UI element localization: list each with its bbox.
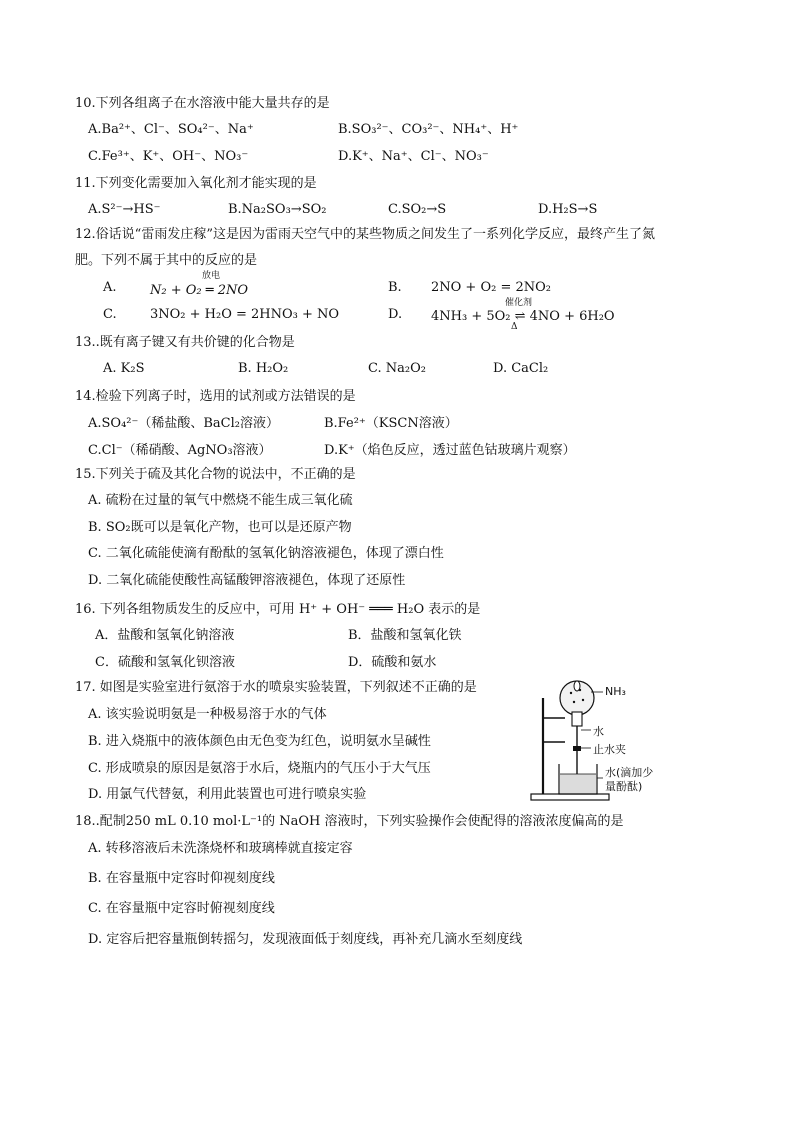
q11-option-a: A.S²⁻→HS⁻ — [88, 202, 161, 217]
q12-option-d-catalyst: 催化剂 — [505, 298, 533, 308]
q10-option-c: C.Fe³⁺、K⁺、OH⁻、NO₃⁻ — [88, 149, 249, 164]
q13-option-c: C. Na₂O₂ — [368, 361, 426, 376]
q11-option-b: B.Na₂SO₃→SO₂ — [228, 202, 327, 217]
q15-option-d: D. 二氧化硫能使酸性高锰酸钾溶液褪色，体现了还原性 — [88, 573, 406, 588]
water-label: 水 — [593, 725, 604, 738]
q17-option-d: D. 用氯气代替氨，利用此装置也可进行喷泉实验 — [88, 787, 367, 802]
clamp-label: 止水夹 — [593, 743, 626, 756]
q12-option-d-heat: Δ — [511, 322, 518, 332]
q17-stem: 17. 如图是实验室进行氨溶于水的喷泉实验装置，下列叙述不正确的是 — [75, 680, 477, 695]
q13-option-d: D. CaCl₂ — [493, 361, 549, 376]
q15-option-a: A. 硫粉在过量的氧气中燃烧不能生成三氧化硫 — [88, 493, 353, 508]
q18-option-d: D. 定容后把容量瓶倒转摇匀，发现液面低于刻度线，再补充几滴水至刻度线 — [88, 932, 523, 947]
q13-option-b: B. H₂O₂ — [238, 361, 289, 376]
q18-option-c: C. 在容量瓶中定容时俯视刻度线 — [88, 901, 275, 916]
q17-option-b: B. 进入烧瓶中的液体颜色由无色变为红色，说明氨水呈碱性 — [88, 734, 431, 749]
q13-option-a: A. K₂S — [103, 361, 145, 376]
q15-option-c: C. 二氧化硫能使滴有酚酞的氢氧化钠溶液褪色，体现了漂白性 — [88, 546, 444, 561]
q12-option-a-condition: 放电 — [202, 271, 221, 281]
q17-option-c: C. 形成喷泉的原因是氨溶于水后，烧瓶内的气压小于大气压 — [88, 761, 431, 776]
q18-option-b: B. 在容量瓶中定容时仰视刻度线 — [88, 871, 275, 886]
q12-option-c-label: C. — [103, 307, 117, 322]
q17-option-a: A. 该实验说明氨是一种极易溶于水的气体 — [88, 707, 327, 722]
q16-stem: 16. 下列各组物质发生的反应中，可用 H⁺ + OH⁻ ═══ H₂O 表示的是 — [75, 602, 481, 617]
q12-option-d-equation: 4NH₃ + 5O₂ ⇌ 4NO + 6H₂O — [431, 309, 615, 324]
q18-stem: 18..配制250 mL 0.10 mol·L⁻¹的 NaOH 溶液时，下列实验操作会使配得的溶液浓度偏高的是 — [75, 814, 624, 829]
q16-option-b: B．盐酸和氢氧化铁 — [348, 628, 462, 643]
q14-option-b: B.Fe²⁺（KSCN溶液） — [324, 416, 458, 431]
beaker-label-line2: 量酚酞) — [605, 780, 643, 793]
q12-option-b-label: B. — [388, 280, 402, 295]
q16-option-d: D．硫酸和氨水 — [348, 655, 437, 670]
nh3-label: NH₃ — [605, 685, 626, 698]
q12-stem-line2: 肥。下列不属于其中的反应的是 — [75, 253, 258, 268]
q16-option-a: A．盐酸和氢氧化钠溶液 — [95, 628, 235, 643]
q12-option-a-equation: N₂ + O₂ ═ 2NO — [150, 283, 249, 298]
q12-option-c-equation: 3NO₂ + H₂O = 2HNO₃ + NO — [150, 307, 340, 322]
q16-option-c: C．硫酸和氢氧化钡溶液 — [95, 655, 235, 670]
q12-option-a-label: A. — [103, 280, 117, 295]
q10-option-a: A.Ba²⁺、Cl⁻、SO₄²⁻、Na⁺ — [88, 122, 254, 137]
q10-option-b: B.SO₃²⁻、CO₃²⁻、NH₄⁺、H⁺ — [338, 122, 519, 137]
q12-option-b-equation: 2NO + O₂ = 2NO₂ — [431, 280, 552, 295]
q14-stem: 14.检验下列离子时，选用的试剂或方法错误的是 — [75, 389, 356, 404]
q12-stem-line1: 12.俗话说“雷雨发庄稼”这是因为雷雨天空气中的某些物质之间发生了一系列化学反应，最终产生了氮 — [75, 227, 655, 242]
fountain-apparatus-figure — [525, 678, 670, 803]
q11-stem: 11.下列变化需要加入氧化剂才能实现的是 — [75, 176, 317, 191]
q10-stem: 10.下列各组离子在水溶液中能大量共存的是 — [75, 96, 330, 111]
beaker-label-line1: 水(滴加少 — [605, 766, 654, 779]
q14-option-d: D.K⁺（焰色反应，透过蓝色钴玻璃片观察） — [324, 443, 576, 458]
q11-option-d: D.H₂S→S — [538, 202, 598, 217]
q11-option-c: C.SO₂→S — [388, 202, 447, 217]
q10-option-d: D.K⁺、Na⁺、Cl⁻、NO₃⁻ — [338, 149, 489, 164]
q12-option-d-label: D. — [388, 307, 403, 322]
q15-option-b: B. SO₂既可以是氧化产物，也可以是还原产物 — [88, 520, 352, 535]
q14-option-c: C.Cl⁻（稀硝酸、AgNO₃溶液） — [88, 443, 272, 458]
q14-option-a: A.SO₄²⁻（稀盐酸、BaCl₂溶液） — [88, 416, 279, 431]
q15-stem: 15.下列关于硫及其化合物的说法中，不正确的是 — [75, 467, 356, 482]
q13-stem: 13..既有离子键又有共价键的化合物是 — [75, 335, 295, 350]
q18-option-a: A. 转移溶液后未洗涤烧杯和玻璃棒就直接定容 — [88, 841, 353, 856]
